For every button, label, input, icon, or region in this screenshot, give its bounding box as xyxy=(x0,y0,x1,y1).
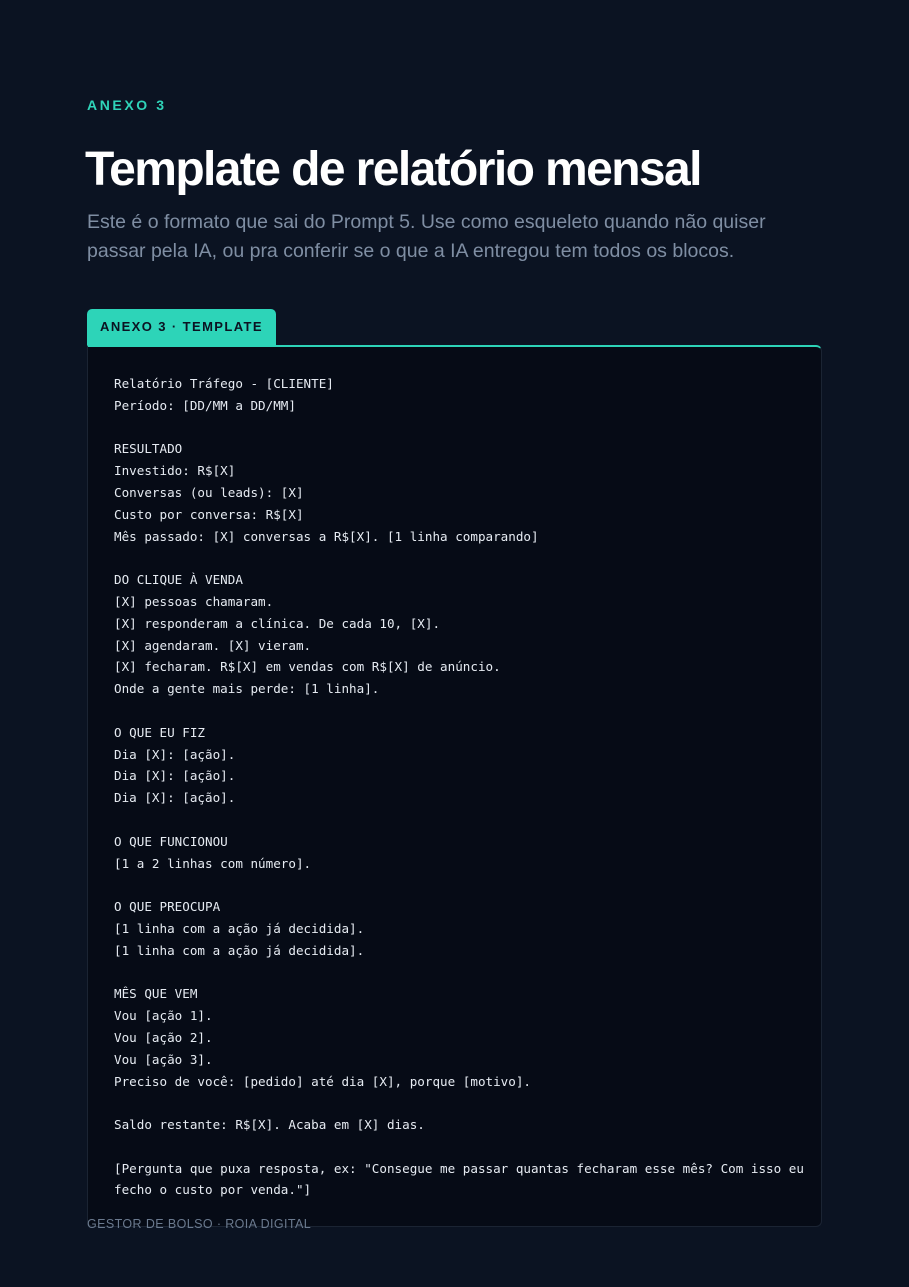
section-eyebrow: ANEXO 3 xyxy=(87,97,167,113)
template-code-panel xyxy=(87,345,822,1227)
page-title: Template de relatório mensal xyxy=(85,143,701,196)
template-code-text: Relatório Tráfego - [CLIENTE] Período: [DD/MM a DD/MM] RESULTADO Investido: R$[X] Conversas (ou leads): [X] Custo por conversa: R$[X] Mês passado: [X] conversas a R$[X]. [1 linha comparando] DO CLIQUE À VENDA [X] pessoas chamaram. [X] responderam a clínica. De cada 10, [X]. [X] agendaram. [X] vieram. [X] fecharam. R$[X] em vendas com R$[X] de anúncio. Onde a gente mais perde: [1 linha]. O QUE EU FIZ Dia [X]: [ação]. Dia [X]: [ação]. Dia [X]: [ação]. O QUE FUNCIONOU [1 a 2 linhas com número]. O QUE PREOCUPA [1 linha com a ação já decidida]. [1 linha com a ação já decidida]. MÊS QUE VEM Vou [ação 1]. Vou [ação 2]. Vou [ação 3]. Preciso de você: [pedido] até dia [X], porque [motivo]. Saldo restante: R$[X]. Acaba em [X] dias. [Pergunta que puxa resposta, ex: "Consegue me passar quantas fecharam esse mês? Com isso eu fecho o custo por venda."] xyxy=(114,376,804,1198)
page-footer: GESTOR DE BOLSO · ROIA DIGITAL xyxy=(87,1217,312,1231)
template-tab-label: ANEXO 3 · TEMPLATE xyxy=(87,309,276,346)
page-subtitle: Este é o formato que sai do Prompt 5. Use como esqueleto quando não quiser passar pela IA, ou pra conferir se o que a IA entregou tem todos os blocos. xyxy=(87,211,766,262)
